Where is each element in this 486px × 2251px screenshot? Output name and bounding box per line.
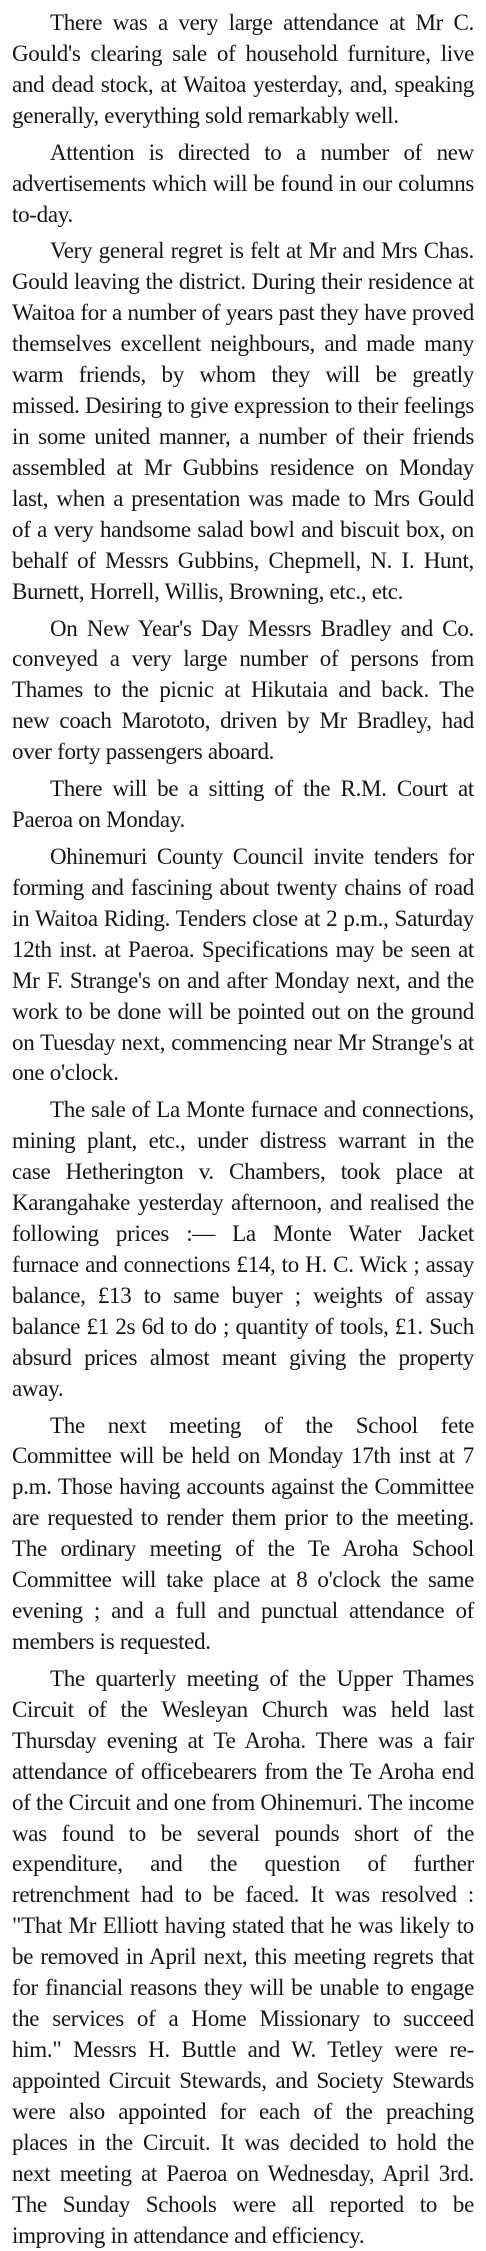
news-item-la-monte-sale: The sale of La Monte furnace and connections, mining plant, etc., under distress warrant in the case Hetherington v. Chambers, took place at Karangahake yesterday afternoon, and realised the following prices :— La Monte Water Jacket furnace and connections £14, to H. C. Wick ; assay balance, £13 to same buyer ; weights of assay balance £1 2s 6d to do ; quantity of tools, £1. Such absurd prices almost meant giving the property away. bbox=[12, 1097, 474, 1401]
news-item-gould-presentation: Very general regret is felt at Mr and Mrs Chas. Gould leaving the district. During their residence at Waitoa for a number of years past they have proved themselves excellent neighbours, and made many warm friends, by whom they will be greatly missed. Desiring to give expression to their feelings in some united manner, a number of their friends assembled at Mr Gubbins residence on Monday last, when a presentation was made to Mrs Gould of a very handsome salad bowl and biscuit box, on behalf of Messrs Gubbins, Chepmell, N. I. Hunt, Burnett, Horrell, Willis, Browning, etc., etc. bbox=[12, 238, 474, 604]
news-item-new-years-picnic: On New Year's Day Messrs Bradley and Co. conveyed a very large number of persons from Thames to the picnic at Hikutaia and back. The new coach Marototo, driven by Mr Bradley, had over forty passengers aboard. bbox=[12, 615, 474, 765]
news-item-rm-court: There will be a sitting of the R.M. Court at Paeroa on Monday. bbox=[12, 776, 474, 833]
news-item-wesleyan-circuit: The quarterly meeting of the Upper Thames Circuit of the Wesleyan Church was held last Thursday evening at Te Aroha. There was a fair attendance of officebearers from the Te Aroha end of the Circuit and one from Ohinemuri. The income was found to be several pounds short of the expenditure, and the question of further retrenchment had to be faced. It was resolved : "That Mr Elliott having stated that he was likely to be removed in April next, this meeting regrets that for financial reasons they will be unable to engage the services of a Home Missionary to succeed him." Messrs H. Buttle and W. Tetley were re-appointed Circuit Stewards, and Society Stewards were also appointed for each of the preaching places in the Circuit. It was decided to hold the next meeting at Paeroa on Wednesday, April 3rd. The Sunday Schools were all reported to be improving in attendance and efficiency. bbox=[12, 1665, 475, 2248]
news-item-school-fete: The next meeting of the School fete Committee will be held on Monday 17th inst at 7 p.m. Those having accounts against the Committee are requested to render them prior to the meeting. The ordinary meeting of the Te Aroha School Committee will take place at 8 o'clock the same evening ; and a full and punctual attendance of members is requested. bbox=[12, 1412, 474, 1655]
news-item-advertisements: Attention is directed to a number of new advertisements which will be found in our columns to-day. bbox=[12, 139, 474, 227]
news-item-clearing-sale: There was a very large attendance at Mr C. Gould's clearing sale of household furniture, live and dead stock, at Waitoa yesterday, and, speaking generally, everything sold remarkably well. bbox=[12, 10, 474, 128]
news-item-county-tenders: Ohinemuri County Council invite tenders for forming and fascining about twenty chains of road in Waitoa Riding. Tenders close at 2 p.m., Saturday 12th inst. at Paeroa. Specifications may be seen at Mr F. Strange's on and after Monday next, and the work to be done will be pointed out on the ground on Tuesday next, commencing near Mr Strange's at one o'clock. bbox=[12, 843, 474, 1086]
